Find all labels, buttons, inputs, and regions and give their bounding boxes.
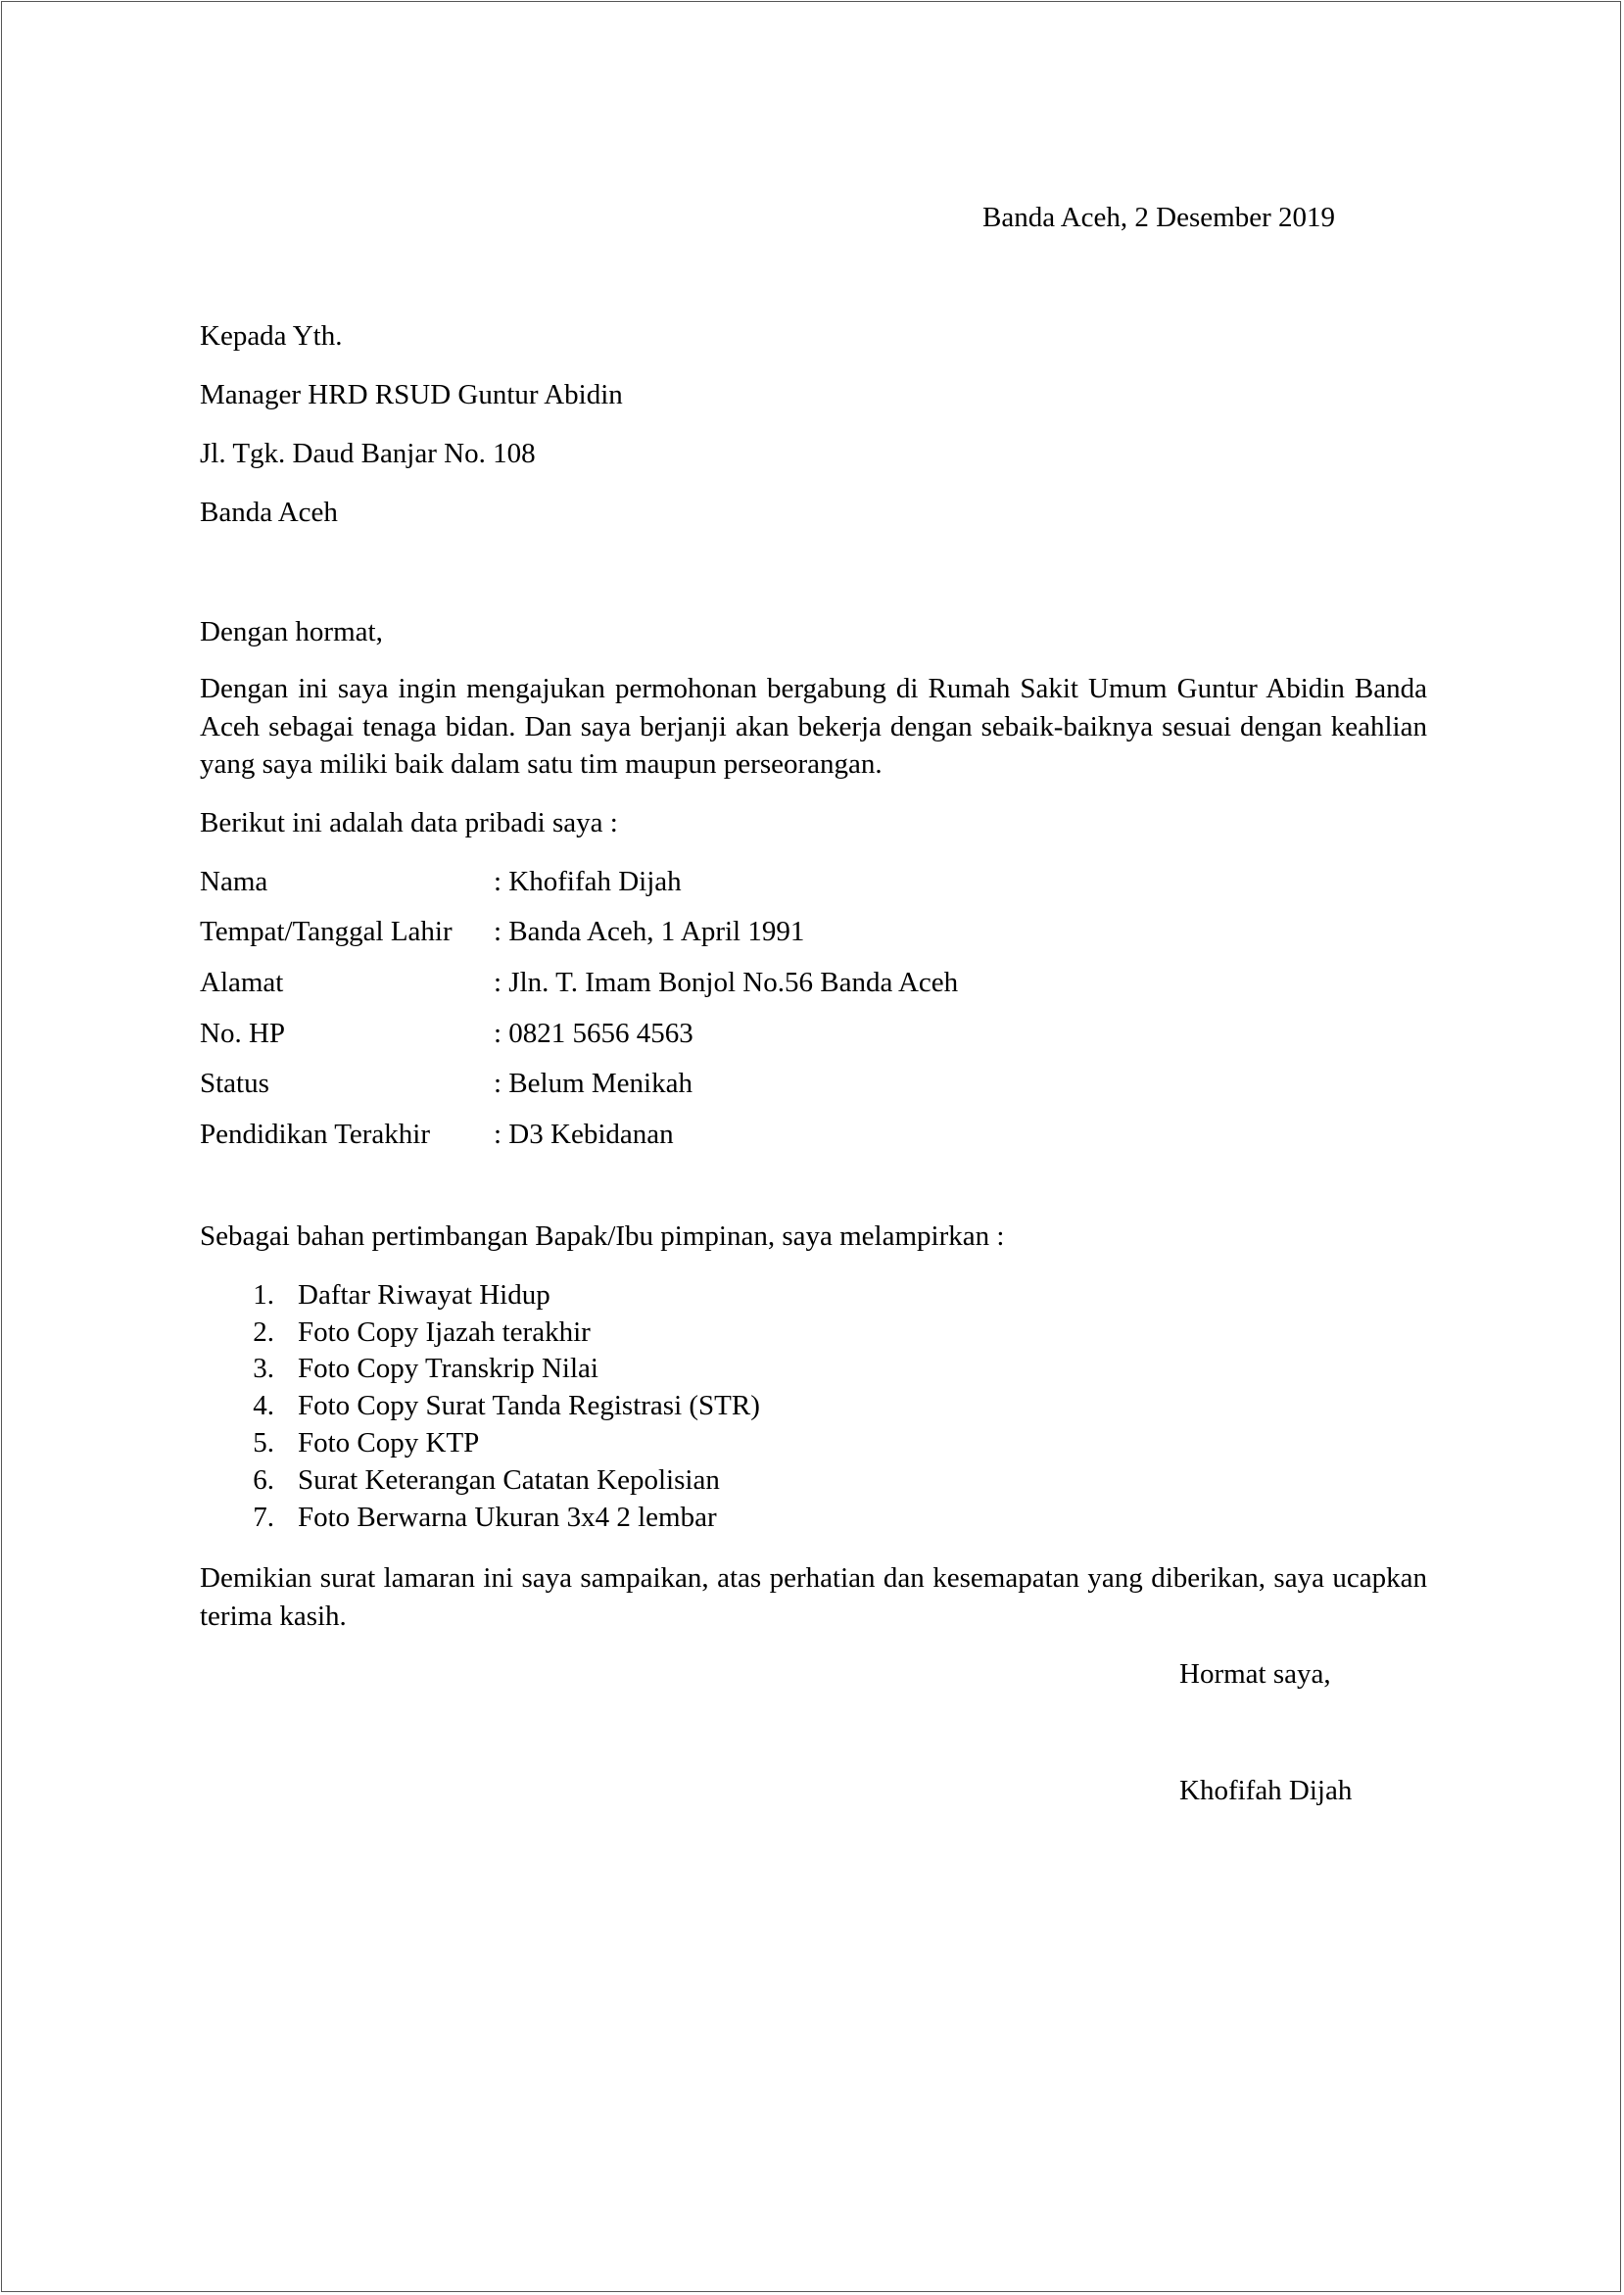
- personal-data-label: Status: [200, 1068, 269, 1099]
- attachments-intro: Sebagai bahan pertimbangan Bapak/Ibu pimpinan, saya melampirkan :: [200, 1220, 1005, 1252]
- recipient-line-3: Jl. Tgk. Daud Banjar No. 108: [200, 438, 536, 469]
- attachment-number: 7.: [253, 1502, 274, 1533]
- attachment-text: Foto Copy Transkrip Nilai: [298, 1353, 598, 1384]
- recipient-line-1: Kepada Yth.: [200, 320, 343, 352]
- intro-paragraph: Dengan ini saya ingin mengajukan permohonan bergabung di Rumah Sakit Umum Guntur Abidin Banda Aceh sebagai tenaga bidan. Dan saya berjanji akan bekerja dengan sebaik-baiknya sesuai dengan keahlian yang saya miliki baik dalam satu tim maupun perseorangan.: [200, 673, 1427, 780]
- personal-data-value: : Jln. T. Imam Bonjol No.56 Banda Aceh: [494, 967, 959, 998]
- recipient-line-2: Manager HRD RSUD Guntur Abidin: [200, 379, 623, 410]
- attachment-text: Daftar Riwayat Hidup: [298, 1279, 550, 1311]
- personal-data-value: : D3 Kebidanan: [494, 1119, 674, 1150]
- letter-date: Banda Aceh, 2 Desember 2019: [982, 202, 1335, 233]
- personal-data-value: : Khofifah Dijah: [494, 866, 682, 897]
- personal-data-label: Nama: [200, 866, 268, 897]
- attachment-number: 1.: [253, 1279, 274, 1311]
- attachment-number: 6.: [253, 1464, 274, 1496]
- attachment-number: 2.: [253, 1316, 274, 1348]
- attachment-text: Foto Copy Surat Tanda Registrasi (STR): [298, 1390, 760, 1421]
- personal-data-label: Tempat/Tanggal Lahir: [200, 916, 453, 947]
- attachment-text: Foto Berwarna Ukuran 3x4 2 lembar: [298, 1502, 717, 1533]
- attachment-number: 3.: [253, 1353, 274, 1384]
- attachment-text: Foto Copy KTP: [298, 1427, 480, 1458]
- attachment-number: 4.: [253, 1390, 274, 1421]
- signature-name: Khofifah Dijah: [1179, 1775, 1353, 1806]
- personal-data-value: : Banda Aceh, 1 April 1991: [494, 916, 805, 947]
- personal-data-value: : Belum Menikah: [494, 1068, 693, 1099]
- closing-greeting: Hormat saya,: [1179, 1658, 1331, 1690]
- personal-data-label: Alamat: [200, 967, 284, 998]
- recipient-line-4: Banda Aceh: [200, 497, 338, 528]
- letter-page: [1, 1, 1621, 2292]
- attachment-text: Surat Keterangan Catatan Kepolisian: [298, 1464, 720, 1496]
- personal-data-intro: Berikut ini adalah data pribadi saya :: [200, 807, 618, 838]
- personal-data-label: No. HP: [200, 1018, 286, 1049]
- attachment-text: Foto Copy Ijazah terakhir: [298, 1316, 591, 1348]
- salutation: Dengan hormat,: [200, 616, 383, 647]
- attachment-number: 5.: [253, 1427, 274, 1458]
- personal-data-value: : 0821 5656 4563: [494, 1018, 693, 1049]
- personal-data-label: Pendidikan Terakhir: [200, 1119, 431, 1150]
- closing-paragraph: Demikian surat lamaran ini saya sampaikan, atas perhatian dan kesemapatan yang diberikan, saya ucapkan terima kasih.: [200, 1562, 1427, 1632]
